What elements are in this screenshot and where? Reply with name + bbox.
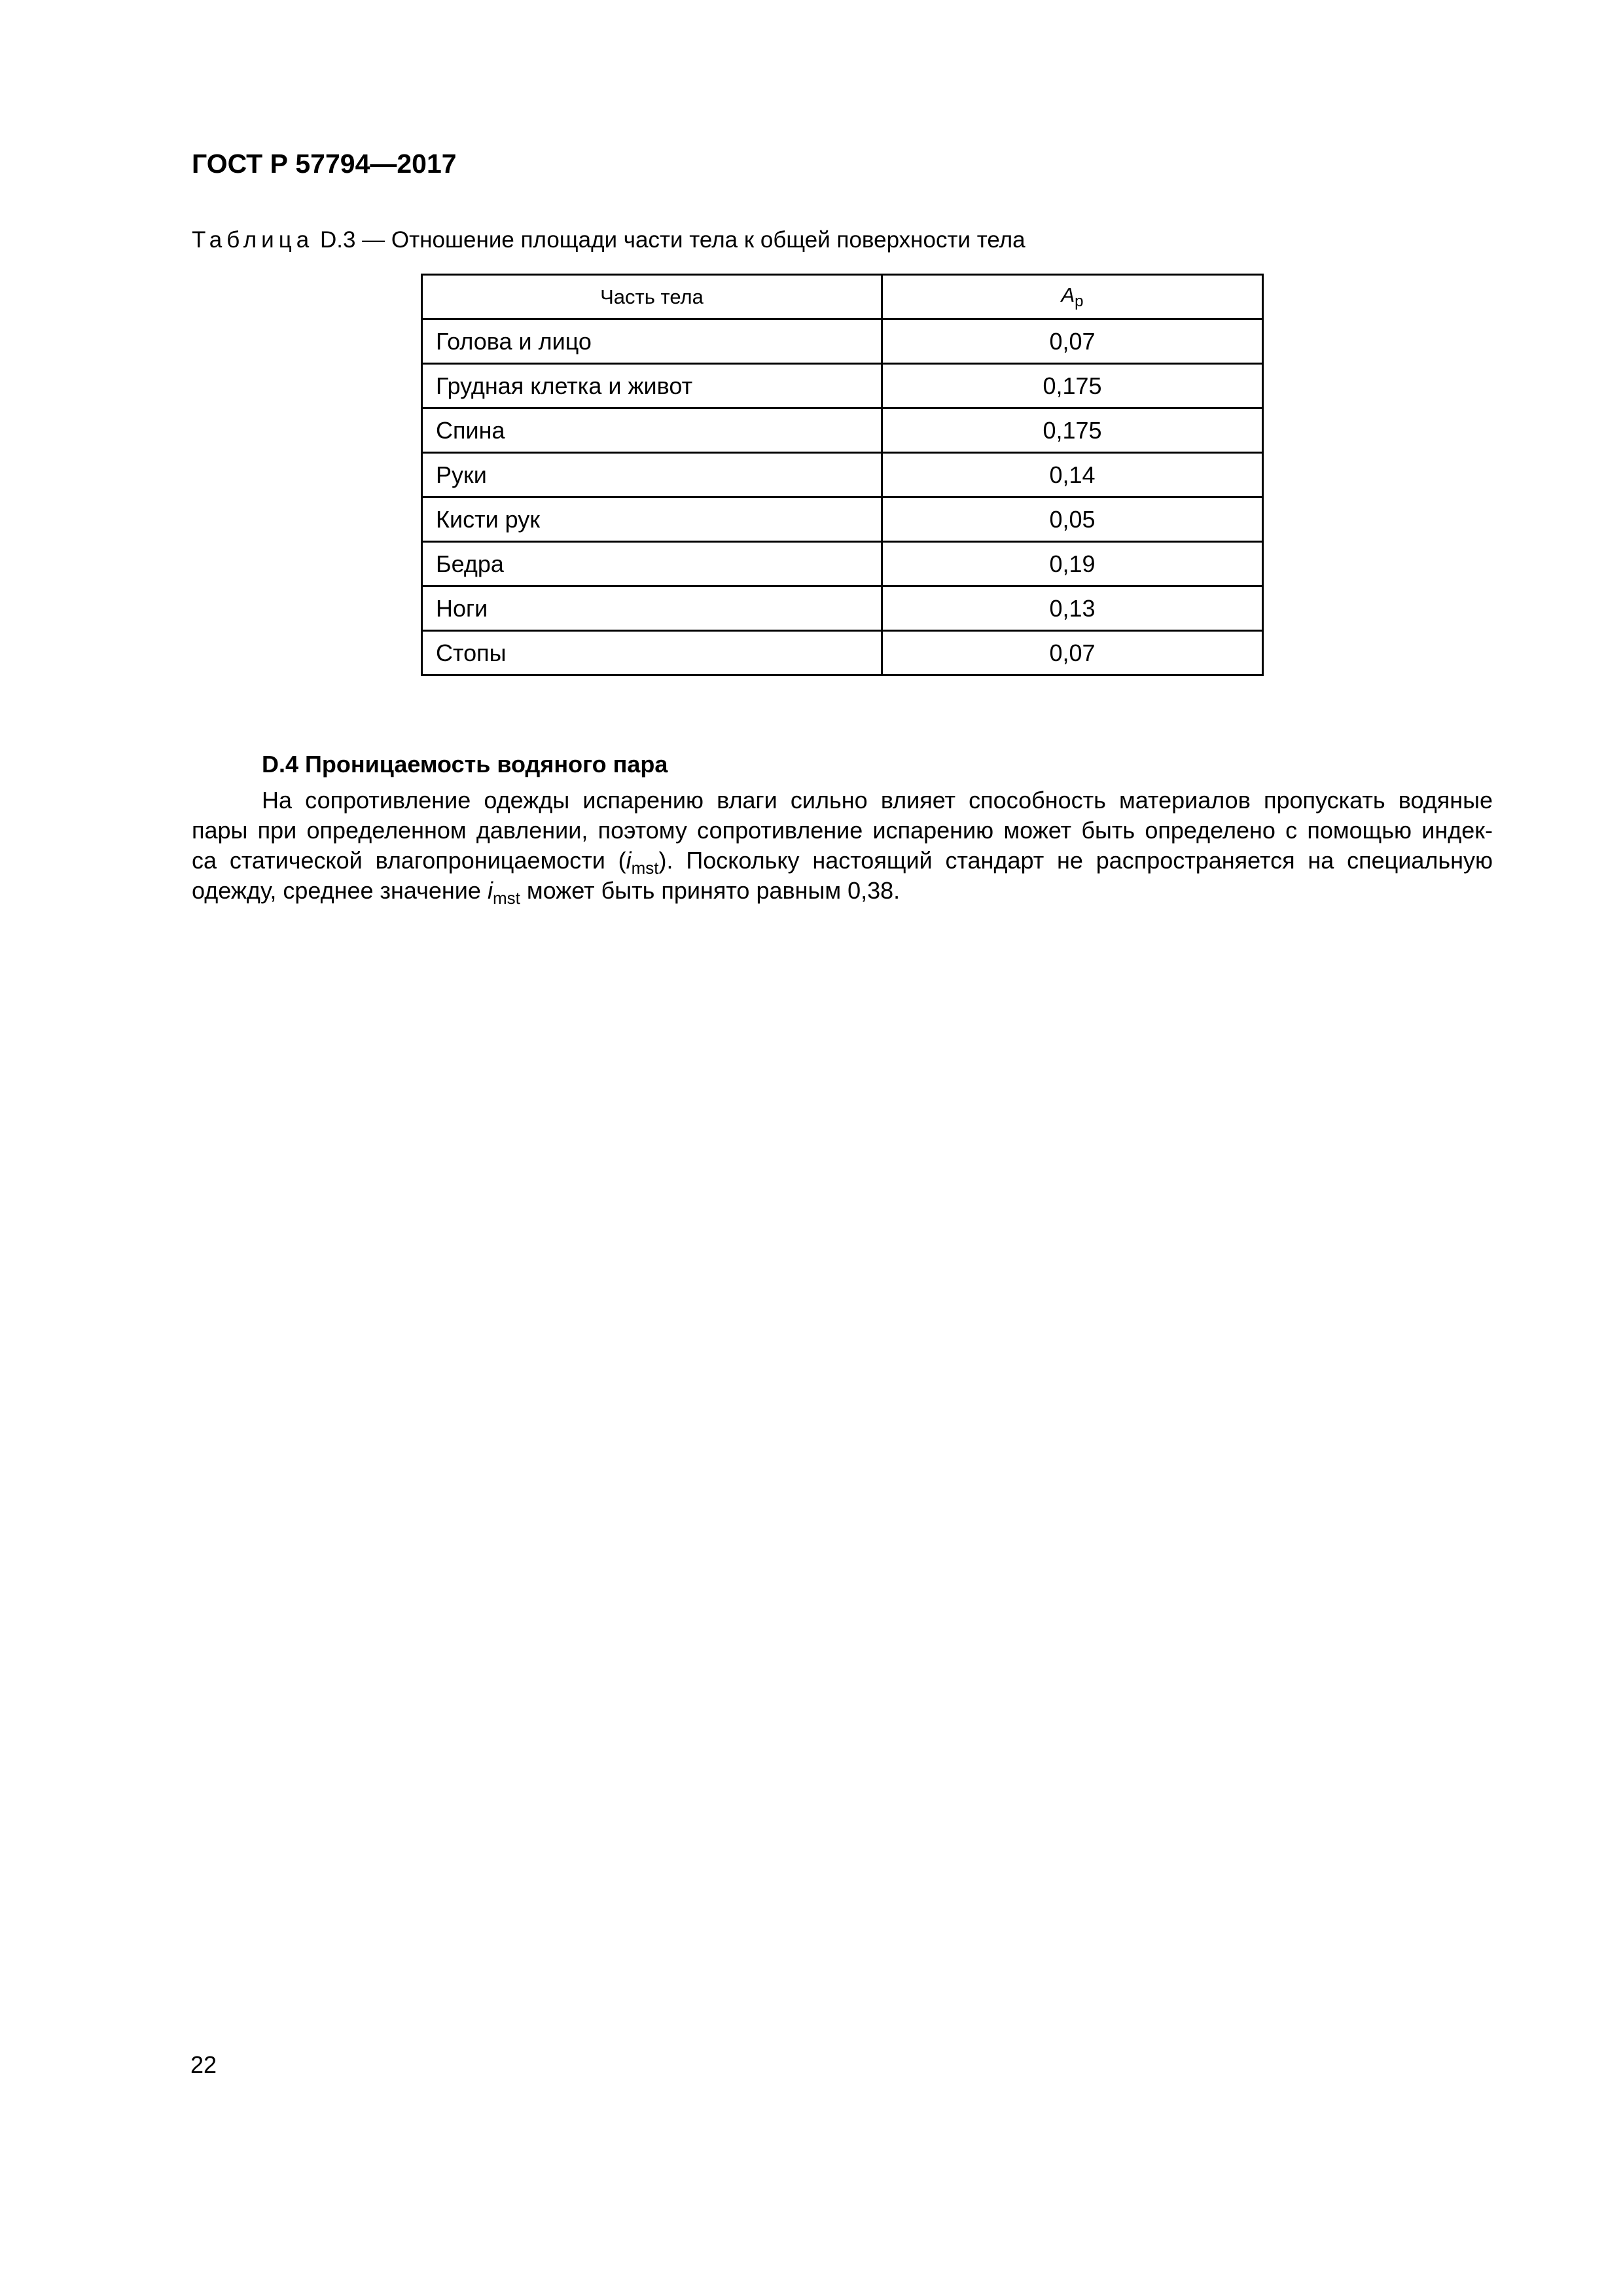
- body-part-cell: Стопы: [422, 631, 882, 675]
- table-row: [422, 408, 1263, 453]
- table-caption-number: D.3: [319, 227, 356, 253]
- body-part-cell: Бедра: [422, 542, 882, 586]
- table-row: [422, 453, 1263, 497]
- area-ratio-cell: 0,13: [882, 586, 1263, 631]
- body-area-table: [421, 274, 1264, 676]
- paragraph-line: са статической влагопроницаемости $(i_{mst})$. Поскольку настоящий стандарт не распространяется на специальную: [192, 847, 1493, 878]
- page-number: 22: [190, 2051, 217, 2078]
- column-header-body-part: Часть тела: [422, 275, 882, 319]
- body-part-cell: Грудная клетка и живот: [422, 364, 882, 408]
- body-part-cell: Кисти рук: [422, 497, 882, 542]
- section-paragraph: [192, 785, 1493, 906]
- body-part-cell: Руки: [422, 453, 882, 497]
- symbol-i-mst: i: [626, 847, 632, 874]
- table-row: [422, 319, 1263, 364]
- area-ratio-cell: 0,07: [882, 319, 1263, 364]
- paragraph-line: одежду, среднее значение $i_{mst}$ может быть принято равным 0,38.: [192, 877, 901, 908]
- paragraph-line: На сопротивление одежды испарению влаги сильно влияет способность материалов пропускать водяные: [262, 787, 1493, 814]
- body-part-cell: Спина: [422, 408, 882, 453]
- area-ratio-cell: 0,05: [882, 497, 1263, 542]
- body-part-cell: Голова и лицо: [422, 319, 882, 364]
- table-caption-text: Отношение площади части тела к общей поверхности тела: [391, 227, 1026, 253]
- column-header-symbol: $A_p$: [1061, 283, 1084, 310]
- area-ratio-cell: 0,175: [882, 364, 1263, 408]
- table-row: [422, 497, 1263, 542]
- area-ratio-cell: 0,14: [882, 453, 1263, 497]
- table-caption: [192, 226, 1026, 254]
- table-row: [422, 631, 1263, 675]
- document-header: ГОСТ Р 57794—2017: [192, 149, 457, 179]
- paragraph-line: пары при определенном давлении, поэтому сопротивление испарению может быть определено с помощью индек-: [192, 817, 1493, 844]
- table-row: [422, 586, 1263, 631]
- section-heading: D.4 Проницаемость водяного пара: [262, 751, 668, 778]
- table-header-row: [422, 275, 1263, 319]
- symbol-i-mst: i: [487, 877, 493, 904]
- table-row: [422, 364, 1263, 408]
- table-caption-dash: —: [362, 227, 385, 253]
- column-header-area-ratio: [882, 275, 1263, 319]
- area-ratio-cell: 0,07: [882, 631, 1263, 675]
- area-ratio-cell: 0,175: [882, 408, 1263, 453]
- area-ratio-cell: 0,19: [882, 542, 1263, 586]
- body-part-cell: Ноги: [422, 586, 882, 631]
- table-row: [422, 542, 1263, 586]
- table-caption-label: Таблица: [192, 227, 314, 253]
